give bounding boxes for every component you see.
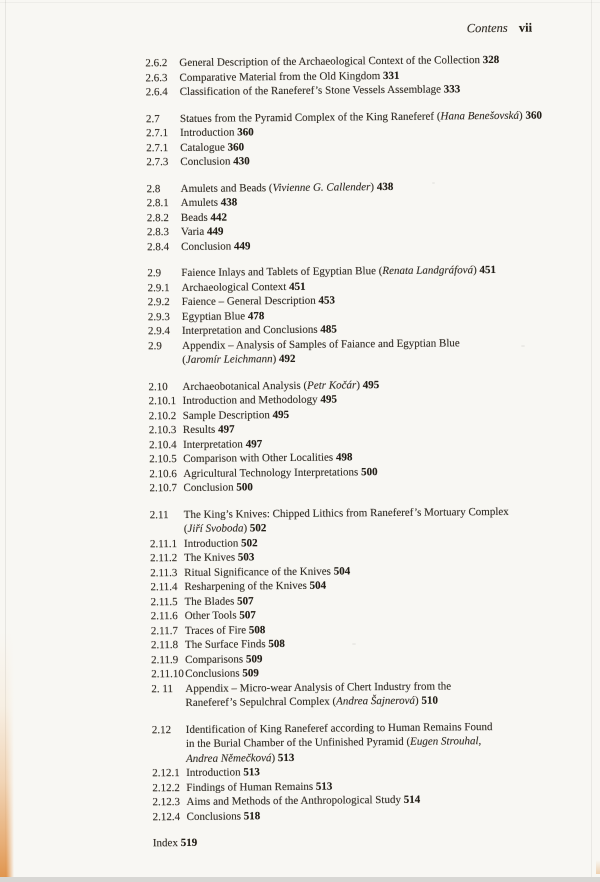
toc-title-text: Conclusions <box>185 667 243 680</box>
toc-page-number: 509 <box>242 667 259 680</box>
toc-page-number: 333 <box>443 83 461 96</box>
toc-entry-number: 2.8.3 <box>146 226 170 239</box>
toc-block <box>147 262 560 367</box>
toc-entry-number: 2.8.2 <box>146 211 169 224</box>
toc-title-text: Faience – General Description <box>181 294 319 308</box>
toc-page-number: 495 <box>362 378 380 391</box>
toc-author-name: Renata Landgráfová <box>382 264 474 278</box>
toc-title-text: ) <box>518 109 526 122</box>
toc-page-number: 360 <box>237 126 254 139</box>
toc-author-name: Vivienne G. Callender <box>272 180 371 194</box>
running-head-page-number: vii <box>518 20 533 35</box>
toc-title-text: Ritual Significance of the Knives <box>184 565 334 579</box>
scan-bottom-edge <box>0 877 600 882</box>
toc-entry-number: 2.7.1 <box>146 141 169 154</box>
toc-entry-number: 2.11 <box>149 508 169 521</box>
toc-title-text: Agricultural Technology Interpretations <box>183 465 362 480</box>
toc-title-text: ) <box>271 751 278 764</box>
toc-entry-text <box>182 349 560 367</box>
toc-title-text: Introduction <box>179 126 238 139</box>
toc-page-number: 360 <box>227 140 245 154</box>
toc-page-number: 492 <box>278 352 296 366</box>
toc-row <box>147 236 559 254</box>
toc-block <box>147 178 560 254</box>
toc-block <box>148 376 561 496</box>
toc-title-text: Comparative Material from the Old Kingdom <box>179 69 384 84</box>
toc-entry-number: 2.11.9 <box>151 653 179 666</box>
toc-page-number: 514 <box>403 793 421 806</box>
toc-entry-number: 2.7 <box>145 112 160 125</box>
toc-page-number: 503 <box>237 551 255 564</box>
toc-entry-number: 2.9.4 <box>147 325 171 338</box>
toc-entry-number: 2.12.3 <box>152 796 181 809</box>
toc-page-number: 331 <box>382 69 400 82</box>
book-spine-edge <box>0 632 14 882</box>
toc-block <box>145 52 557 99</box>
toc-author-name: Petr Kočár <box>307 378 357 392</box>
scan-speck <box>432 182 435 184</box>
toc-row <box>146 81 558 99</box>
toc-entry-number: 2.12 <box>151 723 172 736</box>
toc-title-text: Aims and Methods of the Anthropological Study <box>186 793 404 808</box>
toc-entry-text <box>180 151 558 169</box>
toc-title-text: Traces of Fire <box>184 623 249 637</box>
toc-page-number: 513 <box>315 780 333 793</box>
toc-page-number: 502 <box>241 536 258 549</box>
toc-entry-number: 2.10.1 <box>148 395 177 408</box>
toc-entry-number: 2.6.3 <box>145 71 168 84</box>
toc-title-text: Conclusion <box>183 481 237 494</box>
toc-block <box>152 719 565 824</box>
toc-page-number: 438 <box>376 180 394 193</box>
toc-page-number: 495 <box>272 408 290 421</box>
toc-title-text: Amulets <box>180 196 221 209</box>
toc-page-number: 519 <box>180 836 198 850</box>
toc-entry-text <box>153 832 565 850</box>
toc-page-number: 502 <box>249 522 267 535</box>
toc-title-text: Identification of King Raneferef according to Human Remains Found <box>185 720 493 736</box>
toc-page-number: 504 <box>333 564 351 578</box>
toc-page-number: 498 <box>335 451 353 464</box>
toc-title-text: Appendix – Analysis of Samples of Faiance and Egyptian Blue <box>182 336 460 352</box>
toc-entry-number: 2.7.3 <box>146 156 169 169</box>
toc <box>145 52 565 862</box>
toc-title-text: Interpretation <box>182 437 246 451</box>
toc-title-text: Classification of the Raneferef’s Stone Vessels Assemblage <box>179 83 444 98</box>
toc-title-text: Raneferef’s Sepulchral Complex ( <box>185 695 337 709</box>
toc-page-number: 504 <box>309 579 327 592</box>
toc-page-number: 497 <box>218 423 235 436</box>
toc-entry-number: 2.8.1 <box>146 197 169 210</box>
toc-title-text: ( <box>182 353 186 366</box>
toc-title-text: Archaeological Context <box>181 280 290 294</box>
toc-entry-number: 2.11.4 <box>150 581 178 594</box>
toc-page-number: 360 <box>525 109 542 122</box>
toc-entry-number: 2.10 <box>148 380 168 393</box>
toc-title-text: Introduction and Methodology <box>182 393 321 407</box>
toc-title-text: Varia <box>180 225 208 238</box>
toc-row <box>153 832 565 850</box>
toc-title-text: Comparisons <box>185 652 246 666</box>
toc-page-number: 442 <box>210 211 228 224</box>
toc-author-name: Jiří Svoboda <box>187 522 244 535</box>
toc-entry-number: 2.10.4 <box>148 438 177 451</box>
toc-page-number: 513 <box>277 751 295 764</box>
toc-title-text: Appendix – Micro-wear Analysis of Chert Industry from the <box>185 679 452 695</box>
toc-page-number: 449 <box>206 225 224 238</box>
toc-page-number: 453 <box>318 294 336 307</box>
toc-title-text: Conclusion <box>181 239 235 253</box>
toc-block <box>150 504 564 711</box>
running-head-title: Contens <box>466 20 508 36</box>
page-corner-edge <box>596 860 600 874</box>
toc-page-number: 449 <box>233 239 251 252</box>
toc-title-text: ( <box>183 522 188 535</box>
toc-title-text: Statues from the Pyramid Complex of the King Raneferef ( <box>179 109 441 125</box>
toc-entry-number: 2.9.3 <box>147 310 170 323</box>
toc-entry-text <box>187 806 565 824</box>
toc-entry-number: 2.11.2 <box>150 552 178 565</box>
toc-entry-number: 2.8.4 <box>147 240 170 253</box>
toc-block <box>153 832 565 850</box>
toc-author-name: Andrea Šajnerová <box>336 694 416 708</box>
toc-author-name: Jaromír Leichmann <box>185 353 273 366</box>
toc-title-text: The Surface Finds <box>184 638 269 651</box>
toc-title-text: Comparison with Other Localities <box>183 451 336 465</box>
toc-author-name: Hana Benešovská <box>440 109 520 122</box>
toc-page-number: 509 <box>245 652 263 665</box>
toc-title-text: The Blades <box>184 594 238 608</box>
toc-title-text: Beads <box>180 211 211 224</box>
toc-entry-text <box>180 81 558 99</box>
toc-entry-number: 2.6.2 <box>145 57 168 70</box>
toc-entry-number: 2.11.1 <box>149 537 178 550</box>
toc-entry-number: 2.11.3 <box>150 566 178 579</box>
toc-row <box>153 806 565 824</box>
toc-title-text: ) <box>473 264 480 277</box>
toc-page-number: 478 <box>247 309 265 322</box>
toc-title-text: Findings of Human Remains <box>186 780 316 794</box>
toc-title-text: ) <box>243 522 250 535</box>
toc-title-text: Amulets and Beads ( <box>180 181 273 195</box>
toc-entry-number: 2.10.3 <box>148 424 177 437</box>
toc-title-text: ) <box>414 694 422 707</box>
toc-title-text: Introduction <box>186 766 244 779</box>
toc-author-name: Eugen Strouhal, <box>410 735 482 748</box>
toc-entry-number: 2.8 <box>146 182 161 195</box>
scan-speck <box>352 643 356 645</box>
toc-title-text: Egyptian Blue <box>181 309 248 323</box>
toc-page-number: 328 <box>482 53 500 67</box>
toc-title-text: Catalogue <box>180 141 228 154</box>
toc-entry-number: 2.9 <box>148 339 162 352</box>
toc-entry-number: 2.12.1 <box>152 767 180 780</box>
toc-page-number: 485 <box>320 323 337 336</box>
toc-title-text: Other Tools <box>184 609 240 622</box>
toc-title-text: Conclusion <box>180 155 234 168</box>
toc-entry-number: 2.10.5 <box>149 453 177 466</box>
toc-row <box>148 349 560 367</box>
toc-page-number: 430 <box>233 155 250 168</box>
toc-page-number: 497 <box>245 437 263 450</box>
toc-title-text: Sample Description <box>182 408 273 422</box>
toc-row <box>151 692 563 710</box>
toc-entry-number: 2.10.7 <box>149 482 178 495</box>
toc-entry-number: 2.10.6 <box>149 467 177 480</box>
toc-title-text: Archaeobotanical Analysis ( <box>182 379 308 393</box>
toc-title-text: Conclusions <box>186 809 244 823</box>
toc-title-text: Results <box>182 423 219 436</box>
scan-speck <box>521 345 525 347</box>
toc-title-text: ) <box>272 353 280 366</box>
toc-entry-number: 2.11.7 <box>150 624 178 637</box>
toc-page-number: 507 <box>237 594 254 607</box>
toc-entry-number: 2.11.6 <box>150 610 178 623</box>
toc-entry-number: 2.9 <box>147 267 162 280</box>
toc-page-number: 513 <box>243 766 260 779</box>
toc-entry-number: 2. 11 <box>151 682 174 695</box>
toc-title-text: ) <box>370 180 377 193</box>
toc-entry-text <box>185 692 563 710</box>
toc-block <box>146 108 559 170</box>
toc-entry-number: 2.12.2 <box>152 781 180 794</box>
toc-title-text: ) <box>356 378 363 391</box>
toc-row <box>146 151 558 169</box>
toc-title-text: Interpretation and Conclusions <box>181 323 321 337</box>
toc-page-number: 507 <box>239 609 256 622</box>
toc-page-number: 500 <box>236 481 253 494</box>
toc-entry-text <box>181 236 559 254</box>
running-head <box>0 21 532 41</box>
toc-title-text: Resharpening of the Knives <box>184 579 310 593</box>
toc-entry-number: 2.9.2 <box>147 296 170 309</box>
toc-page-number: 518 <box>243 809 261 822</box>
toc-title-text: Index <box>152 837 181 850</box>
toc-title-text: General Description of the Archaeological Context of the Collection <box>179 54 483 69</box>
toc-page-number: 500 <box>360 465 378 478</box>
toc-entry-number: 2.12.4 <box>152 810 181 823</box>
toc-page-number: 438 <box>220 196 238 209</box>
toc-entry-number: 2.11.8 <box>150 639 179 652</box>
toc-entry-number: 2.6.4 <box>145 86 168 99</box>
toc-entry-number: 2.7.1 <box>145 127 169 140</box>
toc-page-number: 510 <box>421 694 439 707</box>
toc-author-name: Andrea Němečková <box>185 751 272 765</box>
toc-entry-text <box>183 477 561 495</box>
toc-title-text: The King’s Knives: Chipped Lithics from Raneferef’s Mortuary Complex <box>183 505 509 521</box>
toc-entry-number: 2.9.1 <box>147 281 170 294</box>
toc-title-text: in the Burial Chamber of the Unfinished Pyramid ( <box>185 735 411 750</box>
toc-page-number: 495 <box>320 393 337 406</box>
toc-title-text: The Knives <box>184 551 238 564</box>
toc-page-number: 451 <box>479 263 497 277</box>
toc-title-text: Introduction <box>183 536 242 550</box>
toc-page-number: 508 <box>248 623 266 636</box>
toc-page-number: 451 <box>289 280 306 293</box>
toc-title-text: Faience Inlays and Tablets of Egyptian Blue ( <box>181 265 383 279</box>
toc-entry-number: 2.11.5 <box>150 595 178 608</box>
toc-row <box>149 477 561 495</box>
toc-entry-number: 2.11.10 <box>151 667 184 681</box>
toc-entry-number: 2.10.2 <box>148 409 177 422</box>
toc-page-number: 508 <box>268 638 285 651</box>
